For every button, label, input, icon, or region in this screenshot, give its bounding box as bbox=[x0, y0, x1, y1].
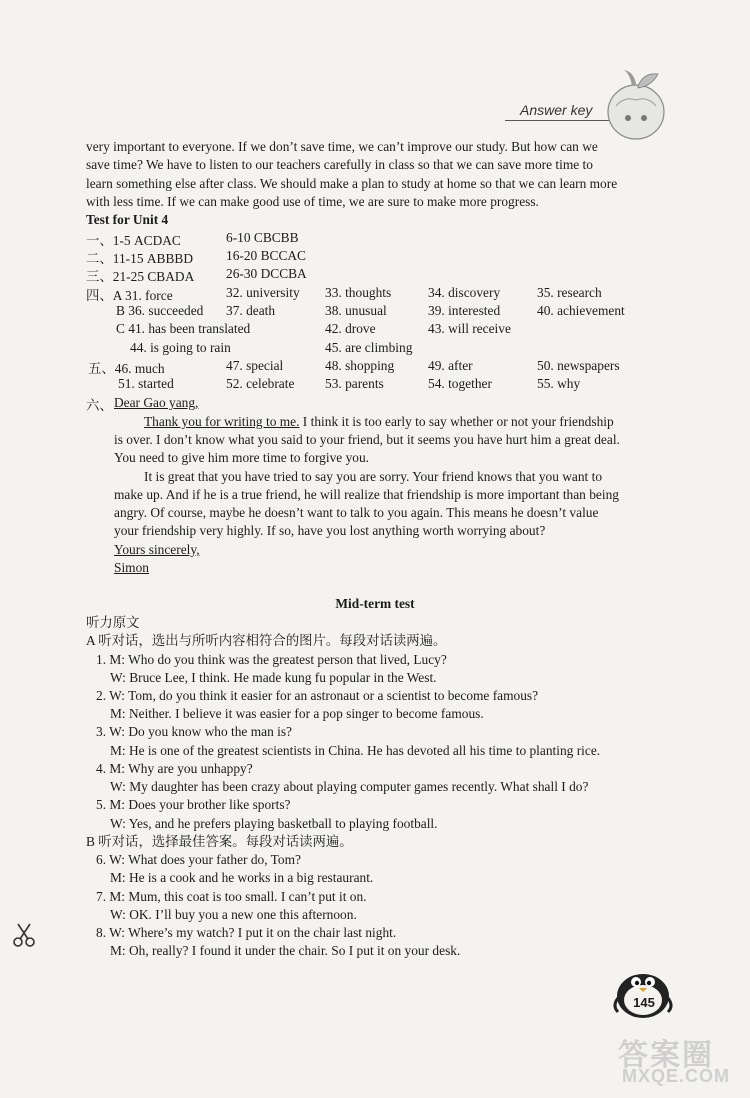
midterm-title: Mid-term test bbox=[335, 596, 415, 611]
intro-line: with less time. If we can make good use of time, we are sure to make more progress. bbox=[86, 193, 539, 209]
answer-cell: 37. death bbox=[226, 303, 276, 318]
dialogue-line: 4. M: Why are you unhappy? bbox=[96, 761, 253, 776]
intro-paragraph bbox=[86, 138, 686, 211]
letter-line: make up. And if he is a true friend, he will realize that friendship is more important than being bbox=[114, 487, 619, 502]
answer-cell: 33. thoughts bbox=[325, 285, 392, 300]
letter-opening-rest: I think it is too early to say whether or not your friendship bbox=[299, 414, 614, 429]
answer-cell: 26-30 DCCBA bbox=[226, 266, 307, 281]
letter-closing: Yours sincerely, bbox=[114, 542, 200, 557]
answer-cell: 四、A 31. force bbox=[86, 288, 173, 303]
answer-cell: B 36. succeeded bbox=[116, 303, 204, 318]
answer-cell: 45. are climbing bbox=[325, 340, 413, 355]
answer-cell: 三、21-25 CBADA bbox=[86, 269, 195, 284]
letter-opening: Thank you for writing to me. bbox=[144, 414, 300, 429]
dialogue-line: 3. W: Do you know who the man is? bbox=[96, 724, 293, 739]
answer-cell: 51. started bbox=[118, 376, 174, 391]
partB-instruction: B 听对话，选择最佳答案。每段对话读两遍。 bbox=[86, 834, 353, 849]
letter-signature: Simon bbox=[114, 560, 149, 575]
dialogue-line: M: Oh, really? I found it under the chair. So I put it on your desk. bbox=[110, 943, 461, 958]
dialogue-line: M: He is a cook and he works in a big restaurant. bbox=[110, 870, 374, 885]
answer-cell: 55. why bbox=[537, 376, 581, 391]
letter-greeting: Dear Gao yang, bbox=[114, 395, 199, 410]
partA-instruction: A 听对话，选出与所听内容相符合的图片。每段对话读两遍。 bbox=[86, 633, 447, 648]
answer-cell: 49. after bbox=[428, 358, 473, 373]
dialogue-line: W: Bruce Lee, I think. He made kung fu popular in the West. bbox=[110, 670, 437, 685]
letter-line: your friendship very highly. If so, have you lost anything worth worrying about? bbox=[114, 523, 546, 538]
intro-line: save time? We have to listen to our teachers carefully in class so that we can save more time to bbox=[86, 157, 593, 173]
dialogue-line: 5. M: Does your brother like sports? bbox=[96, 797, 291, 812]
answer-cell: 6-10 CBCBB bbox=[226, 230, 299, 245]
dialogue-line: 2. W: Tom, do you think it easier for an astronaut or a scientist to become famous? bbox=[96, 688, 539, 703]
letter-line: It is great that you have tried to say you are sorry. Your friend knows that you want to bbox=[144, 469, 603, 484]
answer-cell: 五、46. much bbox=[88, 361, 165, 376]
listening-label: 听力原文 bbox=[86, 615, 140, 630]
watermark-bottom: MXQE.COM bbox=[622, 1066, 731, 1086]
intro-line: learn something else after class. We should make a plan to study at home so that we can learn more bbox=[86, 175, 618, 191]
answer-cell: 47. special bbox=[226, 358, 284, 373]
letter-line: You need to give him more time to forgive you. bbox=[114, 450, 370, 465]
answer-cell: 38. unusual bbox=[325, 303, 387, 318]
dialogue-line: 7. M: Mum, this coat is too small. I can’t put it on. bbox=[96, 889, 367, 904]
answer-cell: 48. shopping bbox=[325, 358, 395, 373]
watermark bbox=[600, 1030, 750, 1090]
answer-cell: 16-20 BCCAC bbox=[226, 248, 306, 263]
apple-icon bbox=[600, 66, 670, 142]
dialogue-line: W: OK. I’ll buy you a new one this afternoon. bbox=[110, 907, 357, 922]
unit4-title: Test for Unit 4 bbox=[86, 212, 169, 227]
section-prefix: 六、 bbox=[86, 398, 113, 413]
watermark-top: 答案圈 bbox=[618, 1039, 714, 1072]
intro-line: very important to everyone. If we don’t save time, we can’t improve our study. But how can we bbox=[86, 139, 598, 154]
answer-cell: 44. is going to rain bbox=[130, 340, 231, 355]
answer-cell: C 41. has been translated bbox=[116, 321, 251, 336]
letter-line: is over. I don’t know what you said to your friend, but it seems you have hurt him a great deal. bbox=[114, 432, 620, 447]
answer-cell: 54. together bbox=[428, 376, 492, 391]
answer-cell: 52. celebrate bbox=[226, 376, 295, 391]
header-rule bbox=[505, 120, 615, 121]
page-number: 145 bbox=[633, 995, 655, 1010]
answer-cell: 53. parents bbox=[325, 376, 384, 391]
penguin-icon bbox=[612, 958, 674, 1020]
answer-cell: 二、11-15 ABBBD bbox=[86, 251, 194, 266]
answer-cell: 34. discovery bbox=[428, 285, 501, 300]
answer-cell: 42. drove bbox=[325, 321, 376, 336]
dialogue-line: W: My daughter has been crazy about playing computer games recently. What shall I do? bbox=[110, 779, 589, 794]
answer-cell: 43. will receive bbox=[428, 321, 511, 336]
dialogue-line: 1. M: Who do you think was the greatest person that lived, Lucy? bbox=[96, 652, 447, 667]
dialogue-line: M: He is one of the greatest scientists in China. He has devoted all his time to planting rice. bbox=[110, 743, 601, 758]
answer-cell: 35. research bbox=[537, 285, 602, 300]
dialogue-line: 6. W: What does your father do, Tom? bbox=[96, 852, 301, 867]
dialogue-line: M: Neither. I believe it was easier for a pop singer to become famous. bbox=[110, 706, 484, 721]
letter-para1-first bbox=[144, 413, 744, 431]
answer-cell: 32. university bbox=[226, 285, 300, 300]
letter-line: angry. Of course, maybe he doesn’t want to talk to you again. This means he doesn’t value bbox=[114, 505, 599, 520]
scissors-icon bbox=[12, 922, 38, 948]
header-tag: Answer key bbox=[520, 102, 593, 118]
answer-cell: 一、1-5 ACDAC bbox=[86, 233, 181, 248]
answer-cell: 50. newspapers bbox=[537, 358, 620, 373]
dialogue-line: 8. W: Where’s my watch? I put it on the chair last night. bbox=[96, 925, 397, 940]
answer-cell: 40. achievement bbox=[537, 303, 625, 318]
answer-cell: 39. interested bbox=[428, 303, 501, 318]
dialogue-line: W: Yes, and he prefers playing basketball to playing football. bbox=[110, 816, 438, 831]
